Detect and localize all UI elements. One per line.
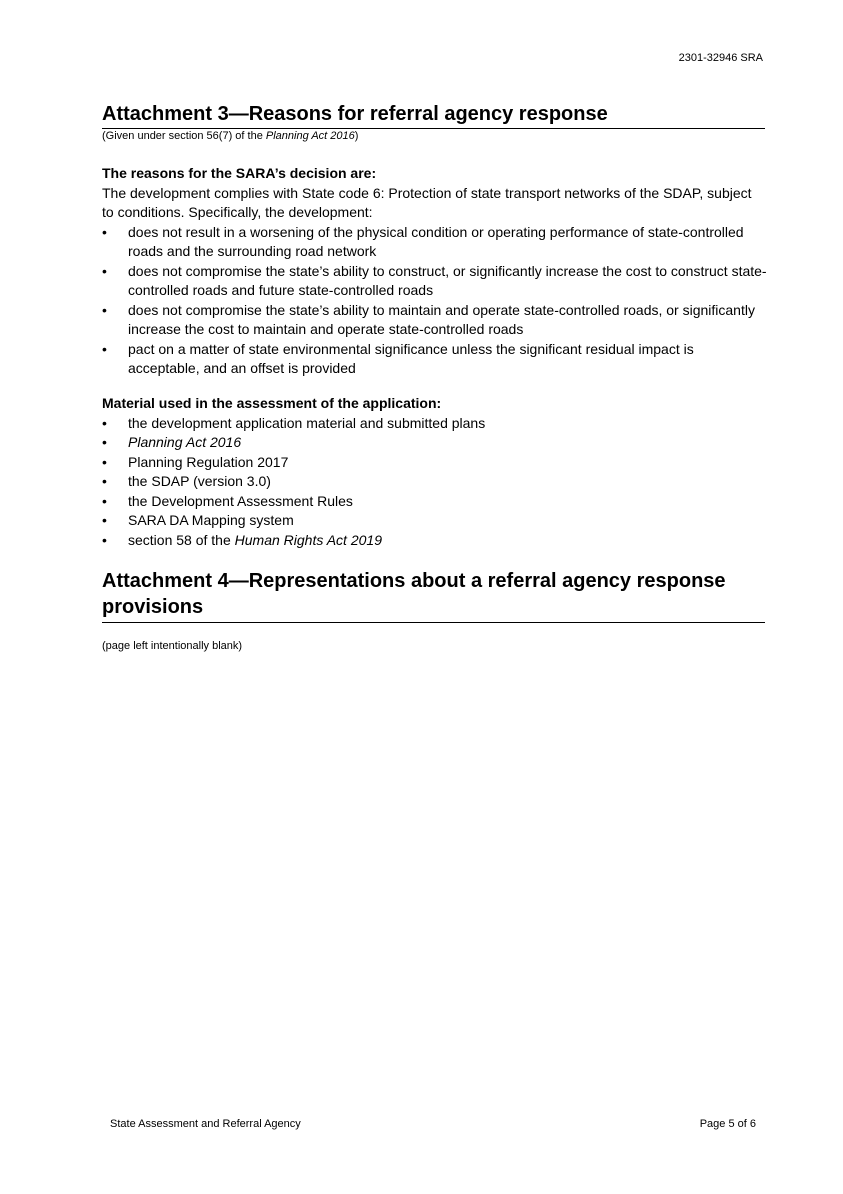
reasons-heading: The reasons for the SARA’s decision are: bbox=[102, 165, 377, 181]
given-under-note bbox=[102, 130, 358, 142]
material-text: the SDAP (version 3.0) bbox=[128, 473, 271, 489]
footer-page-number: Page 5 of 6 bbox=[699, 1118, 756, 1130]
bullet-icon: • bbox=[102, 473, 107, 489]
bullet-icon: • bbox=[102, 512, 107, 528]
list-item bbox=[102, 511, 767, 531]
reasons-intro: The development complies with State code 6: Protection of state transport networks of the SDAP, subject to conditions. Specifically, the development: bbox=[102, 184, 752, 220]
material-text: SARA DA Mapping system bbox=[128, 512, 294, 528]
given-prefix: (Given under section 56(7) of the bbox=[102, 130, 266, 142]
list-item bbox=[102, 223, 767, 262]
reasons-section bbox=[102, 164, 767, 379]
footer-agency: State Assessment and Referral Agency bbox=[110, 1118, 301, 1130]
list-item bbox=[102, 414, 767, 434]
bullet-icon: • bbox=[102, 301, 107, 318]
reasons-list bbox=[102, 223, 767, 379]
material-heading: Material used in the assessment of the application: bbox=[102, 395, 442, 411]
bullet-icon: • bbox=[102, 453, 107, 470]
bullet-icon: • bbox=[102, 434, 107, 450]
bullet-icon: • bbox=[102, 414, 107, 431]
list-item bbox=[102, 472, 767, 492]
bullet-icon: • bbox=[102, 223, 107, 240]
bullet-icon: • bbox=[102, 340, 107, 357]
material-section bbox=[102, 394, 767, 550]
list-item bbox=[102, 262, 767, 301]
bullet-icon: • bbox=[102, 531, 107, 548]
given-act: Planning Act 2016 bbox=[265, 130, 355, 142]
material-text: Planning Act 2016 bbox=[128, 434, 242, 450]
material-act: Human Rights Act 2019 bbox=[234, 531, 382, 548]
material-text: Planning Regulation 2017 bbox=[128, 453, 289, 470]
material-text: the Development Assessment Rules bbox=[128, 492, 353, 509]
list-item bbox=[102, 301, 767, 340]
reason-text: pact on a matter of state environmental significance unless the significant residual impact is acceptable, and an offset is provided bbox=[128, 340, 694, 376]
list-item bbox=[102, 453, 767, 473]
blank-page-note: (page left intentionally blank) bbox=[102, 640, 243, 652]
list-item bbox=[102, 433, 767, 453]
attachment-4-heading: Attachment 4—Representations about a referral agency response provisions bbox=[102, 568, 765, 623]
reason-text: does not compromise the state’s ability to maintain and operate state-controlled roads, or significantly increase the cost to maintain and operate state-controlled roads bbox=[128, 301, 755, 337]
material-text-prefix: section 58 of the bbox=[128, 531, 235, 548]
document-reference: 2301-32946 SRA bbox=[678, 52, 763, 64]
attachment-3-heading: Attachment 3—Reasons for referral agency response bbox=[102, 101, 765, 129]
list-item bbox=[102, 531, 767, 551]
material-list bbox=[102, 414, 767, 551]
bullet-icon: • bbox=[102, 262, 107, 279]
reason-text: does not compromise the state’s ability to construct, or significantly increase the cost to construct state-controlled roads and future state-controlled roads bbox=[128, 262, 767, 298]
given-suffix: ) bbox=[354, 130, 359, 142]
reason-text: does not result in a worsening of the physical condition or operating performance of state-controlled roads and the surrounding road network bbox=[128, 223, 744, 259]
list-item bbox=[102, 492, 767, 512]
list-item bbox=[102, 340, 767, 379]
material-text: the development application material and submitted plans bbox=[128, 414, 486, 431]
bullet-icon: • bbox=[102, 492, 107, 509]
